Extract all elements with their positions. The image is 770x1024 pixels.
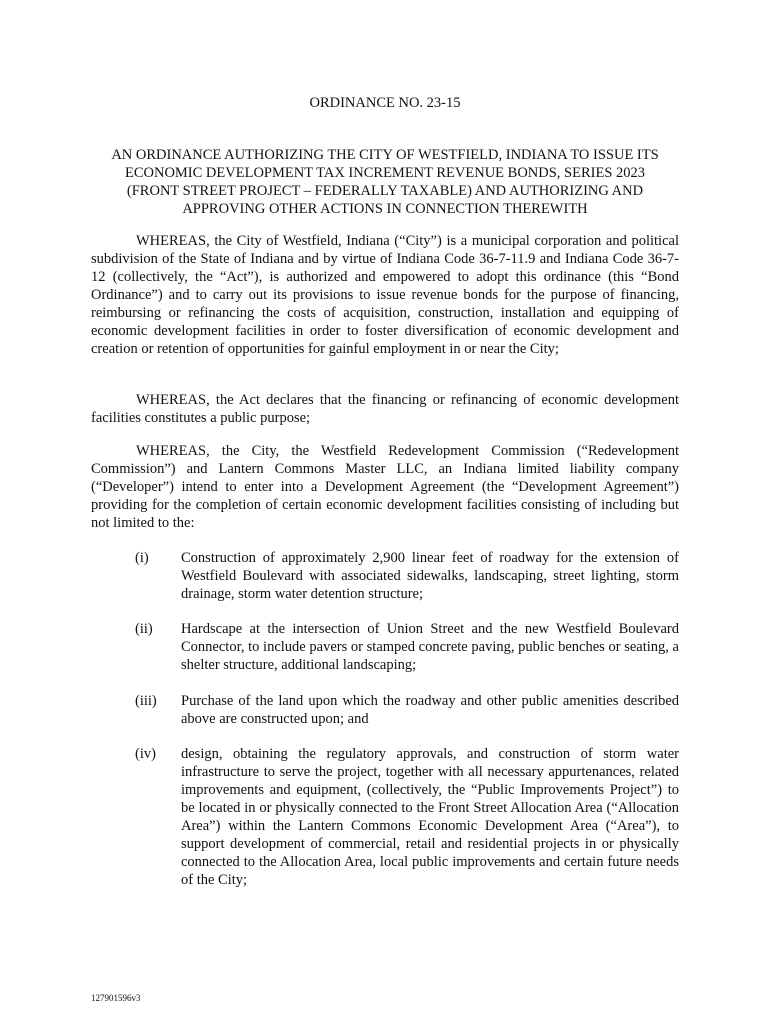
heading-line: ECONOMIC DEVELOPMENT TAX INCREMENT REVENUE BONDS, SERIES 2023 <box>124 165 646 181</box>
whereas-paragraph-3: WHEREAS, the City, the Westfield Redevelopment Commission (“Redevelopment Commission”) and Lantern Commons Master LLC, an Indiana limited liability company (“Developer”) intend to enter into a Development Agreement (the “Development Agreement”) providing for the completion of certain economic development facilities consisting of including but not limited to the: <box>91 443 679 531</box>
list-item-text: Construction of approximately 2,900 linear feet of roadway for the extension of Westfield Boulevard with associated sidewalks, landscaping, street lighting, storm drainage, storm water detention structure; <box>181 550 679 602</box>
list-item-number: (iii) <box>135 693 157 709</box>
list-item <box>135 549 679 603</box>
whereas-paragraph-1: WHEREAS, the City of Westfield, Indiana (“City”) is a municipal corporation and political subdivision of the State of Indiana and by virtue of Indiana Code 36-7-11.9 and Indiana Code 36-7-12 (collectively, the “Act”), is authorized and empowered to adopt this ordinance (this “Bond Ordinance”) and to carry out its provisions to issue revenue bonds for the purpose of financing, reimbursing or refinancing the costs of acquisition, construction, installation and equipping of economic development facilities in order to foster diversification of economic development and creation or retention of opportunities for gainful employment in or near the City; <box>91 233 679 357</box>
heading-line: (FRONT STREET PROJECT – FEDERALLY TAXABLE) AND AUTHORIZING AND <box>126 183 644 199</box>
heading-line: APPROVING OTHER ACTIONS IN CONNECTION THEREWITH <box>182 201 588 217</box>
document-footer-id: 127901596v3 <box>91 993 141 1003</box>
ordinance-heading <box>91 146 679 218</box>
list-item-text: Hardscape at the intersection of Union Street and the new Westfield Boulevard Connector, to include pavers or stamped concrete paving, public benches or seating, a shelter structure, additional landscaping; <box>181 621 679 673</box>
list-item-text: Purchase of the land upon which the roadway and other public amenities described above are constructed upon; and <box>181 693 679 727</box>
list-item <box>135 692 679 728</box>
list-item-number: (ii) <box>135 621 153 637</box>
ordinance-title: ORDINANCE NO. 23-15 <box>309 95 461 111</box>
list-item <box>135 745 679 889</box>
list-item-text: design, obtaining the regulatory approvals, and construction of storm water infrastructure to serve the project, together with all necessary appurtenances, related improvements and equipment, (collectively, the “Public Improvements Project”) to be located in or physically connected to the Front Street Allocation Area (“Allocation Area”) within the Lantern Commons Economic Development Area (“Area”), to support development of commercial, retail and residential projects in or physically connected to the Allocation Area, local public improvements and certain future needs of the City; <box>181 746 679 888</box>
list-item-number: (i) <box>135 550 149 566</box>
heading-line: AN ORDINANCE AUTHORIZING THE CITY OF WESTFIELD, INDIANA TO ISSUE ITS <box>111 147 659 163</box>
list-item <box>135 620 679 674</box>
whereas-paragraph-2: WHEREAS, the Act declares that the financing or refinancing of economic development facilities constitutes a public purpose; <box>91 392 679 426</box>
list-item-number: (iv) <box>135 746 156 762</box>
